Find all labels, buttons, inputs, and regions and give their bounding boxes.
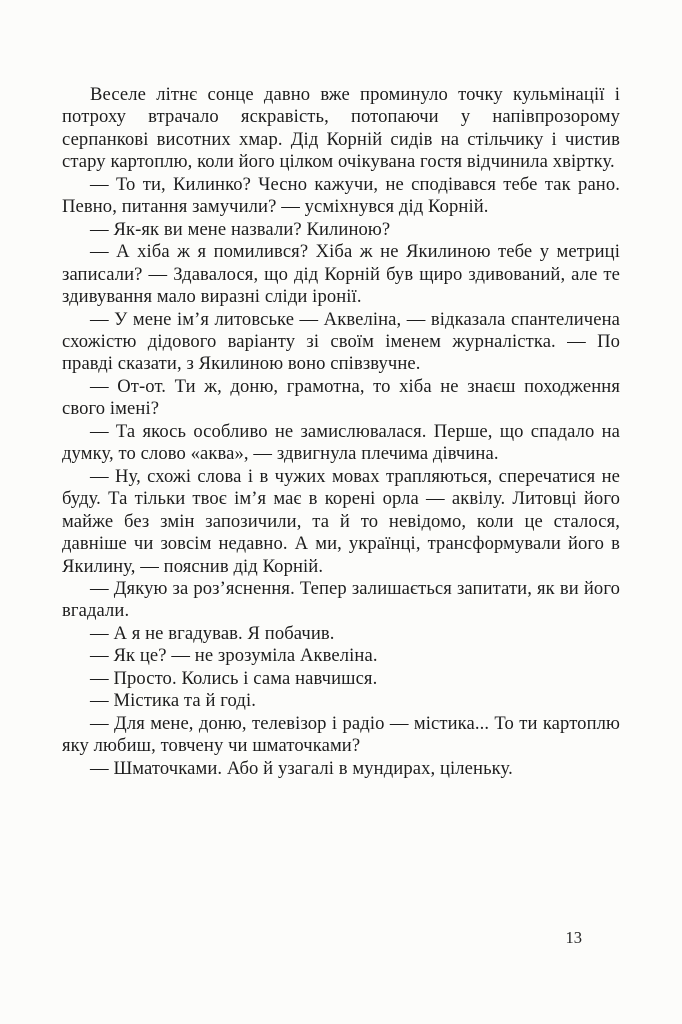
paragraph: — Ну, схожі слова і в чужих мовах трапляються, сперечатися не буду. Та тільки твоє ім’я має в корені орла — аквілу. Литовці його майже без змін запозичили, та й то невідомо, коли це сталося, давніше чи зовсім недавно. А ми, українці, трансформували його в Якилину, — пояснив дід Корній. [62, 465, 620, 577]
paragraph: — У мене ім’я литовське — Аквеліна, — відказала спантеличена схожістю дідового варіанту зі своїм іменем журналістка. — По правді сказати, з Якилиною воно співзвучне. [62, 308, 620, 375]
paragraph: — Як-як ви мене назвали? Килиною? [90, 218, 391, 240]
paragraph: — От-от. Ти ж, доню, грамотна, то хіба не знаєш походження свого імені? [62, 375, 620, 420]
paragraph: — Та якось особливо не замислювалася. Перше, що спадало на думку, то слово «аква», — здвигнула плечима дівчина. [62, 420, 620, 465]
paragraph: — Містика та й годі. [90, 690, 256, 712]
page-text [62, 84, 620, 780]
paragraph: Веселе літнє сонце давно вже проминуло точку кульмінації і потроху втрачало яскравість, потопаючи у напівпрозорому серпанкові висотних хмар. Дід Корній сидів на стільчику і чистив стару картоплю, коли його цілком очікувана гостя відчинила хвіртку. [62, 84, 620, 173]
paragraph: — А хіба ж я помилився? Хіба ж не Якилиною тебе у метриці записали? — Здавалося, що дід Корній був щиро здивований, але те здивування мало виразні сліди іронії. [62, 241, 620, 308]
paragraph: — Дякую за роз’яснення. Тепер залишається запитати, як ви його вгадали. [62, 577, 620, 622]
paragraph: — Для мене, доню, телевізор і радіо — містика... То ти картоплю яку любиш, товчену чи шматочками? [62, 712, 620, 757]
paragraph: — То ти, Килинко? Чесно кажучи, не сподівався тебе так рано. Певно, питання замучили? — усміхнувся дід Корній. [62, 173, 620, 218]
paragraph: — Просто. Колись і сама навчишся. [90, 667, 378, 689]
paragraph: — Як це? — не зрозуміла Аквеліна. [90, 645, 378, 667]
paragraph: — Шматочками. Або й узагалі в мундирах, ціленьку. [90, 757, 513, 779]
paragraph: — А я не вгадував. Я побачив. [90, 622, 335, 644]
page-number: 13 [565, 928, 582, 947]
